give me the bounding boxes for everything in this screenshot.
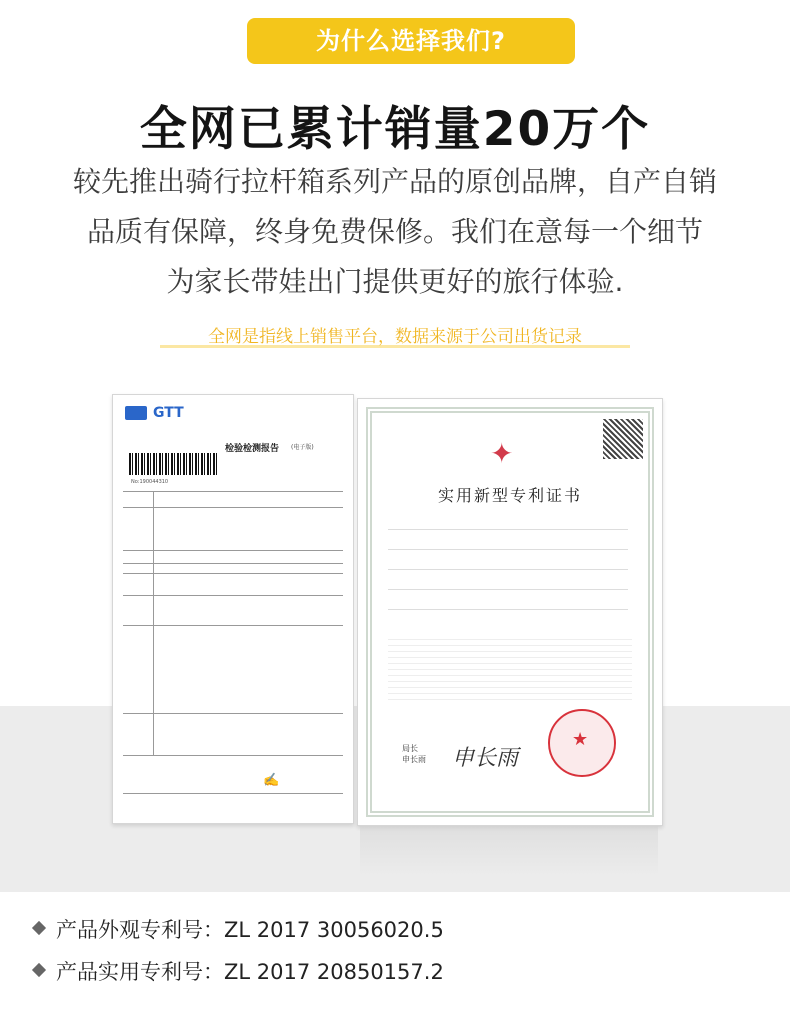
why-choose-us-banner: 为什么选择我们? bbox=[247, 18, 575, 64]
sales-headline: 全网已累计销量20万个 bbox=[139, 102, 651, 157]
patent-certificate-image bbox=[357, 398, 663, 826]
certificate-field bbox=[388, 549, 628, 550]
report-signature: ✍ bbox=[263, 773, 280, 788]
bullet-icon bbox=[32, 963, 46, 977]
barcode-icon bbox=[129, 453, 219, 475]
gtt-logo bbox=[125, 405, 184, 421]
certificate-title: 实用新型专利证书 bbox=[437, 486, 582, 505]
signature-label: 局长 申长雨 bbox=[402, 744, 426, 764]
gtt-logo-icon bbox=[125, 406, 147, 420]
certificate-field bbox=[388, 569, 628, 570]
certificate-field bbox=[388, 529, 628, 530]
gtt-logo-text: GTT bbox=[153, 405, 184, 421]
certificate-reflection bbox=[360, 826, 658, 876]
description-line-1: 较先推出骑行拉杆箱系列产品的原创品牌，自产自销 bbox=[72, 165, 717, 198]
table-line bbox=[123, 507, 343, 508]
bullet-icon bbox=[32, 921, 46, 935]
table-line bbox=[123, 550, 343, 551]
table-line bbox=[123, 713, 343, 714]
qr-code-icon bbox=[603, 419, 643, 459]
table-line bbox=[123, 625, 343, 626]
table-line bbox=[123, 563, 343, 564]
design-patent-number: 产品外观专利号：ZL 2017 30056020.5 bbox=[56, 918, 444, 942]
table-line bbox=[123, 793, 343, 794]
utility-patent-number: 产品实用专利号：ZL 2017 20850157.2 bbox=[56, 960, 444, 984]
report-title: 检验检测报告 bbox=[225, 444, 280, 454]
inspection-report-image bbox=[112, 394, 354, 824]
official-seal-icon bbox=[548, 709, 616, 777]
table-line bbox=[123, 755, 343, 756]
table-line bbox=[123, 491, 343, 492]
report-number: No:190044310 bbox=[131, 479, 169, 485]
certificate-field bbox=[388, 609, 628, 610]
table-line bbox=[153, 491, 154, 755]
certificate-body-text bbox=[388, 639, 632, 703]
report-subtitle: (电子版) bbox=[291, 444, 314, 451]
table-line bbox=[123, 595, 343, 596]
data-source-note: 全网是指线上销售平台，数据来源于公司出货记录 bbox=[208, 327, 582, 347]
seal-star-icon: ★ bbox=[572, 729, 589, 750]
patent-emblem-icon: ✦ bbox=[490, 437, 514, 470]
table-line bbox=[123, 573, 343, 574]
description-line-2: 品质有保障，终身免费保修。我们在意每一个细节 bbox=[86, 215, 703, 248]
director-signature: 申长雨 bbox=[452, 746, 519, 771]
description-line-3: 为家长带娃出门提供更好的旅行体验. bbox=[166, 265, 624, 298]
certificate-field bbox=[388, 589, 628, 590]
